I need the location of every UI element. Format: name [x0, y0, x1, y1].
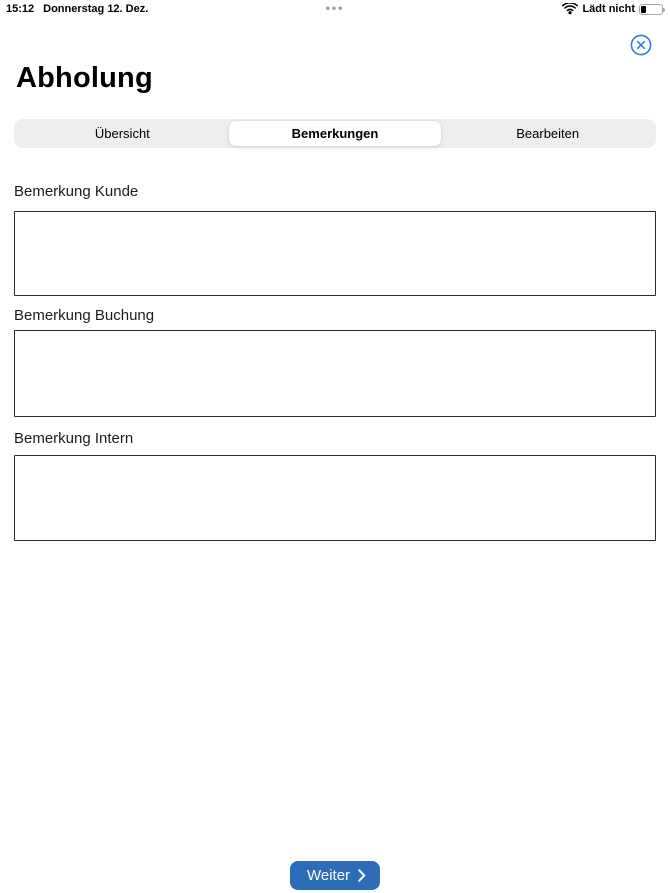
status-date: Donnerstag 12. Dez.	[43, 3, 149, 15]
close-button[interactable]	[630, 34, 652, 56]
bemerkung-kunde-label: Bemerkung Kunde	[14, 183, 139, 200]
tab-bar	[14, 119, 656, 148]
weiter-button[interactable]	[290, 861, 380, 890]
bemerkung-intern-label: Bemerkung Intern	[14, 430, 134, 447]
status-bar	[0, 0, 670, 20]
wifi-icon	[562, 3, 578, 15]
battery-icon	[639, 4, 663, 15]
status-time: 15:12	[6, 3, 35, 15]
status-right	[562, 3, 663, 15]
bemerkung-intern-textarea[interactable]	[14, 455, 656, 541]
tab-uebersicht[interactable]	[16, 121, 229, 146]
tab-label: Bemerkungen	[291, 126, 379, 141]
weiter-button-label: Weiter	[306, 867, 351, 884]
tab-label: Bearbeiten	[516, 126, 580, 141]
page-title: Abholung	[16, 62, 153, 94]
status-left	[6, 3, 148, 15]
battery-status-label: Lädt nicht	[582, 3, 635, 15]
tab-label: Übersicht	[94, 126, 150, 141]
bemerkung-kunde-textarea[interactable]	[14, 211, 656, 296]
multitask-dots-icon: •••	[325, 1, 345, 15]
chevron-right-icon	[358, 869, 366, 882]
tab-bemerkungen[interactable]	[229, 121, 442, 146]
bemerkung-buchung-textarea[interactable]	[14, 330, 656, 417]
bemerkung-buchung-label: Bemerkung Buchung	[14, 307, 155, 324]
close-icon	[630, 34, 652, 56]
tab-bearbeiten[interactable]	[441, 121, 654, 146]
